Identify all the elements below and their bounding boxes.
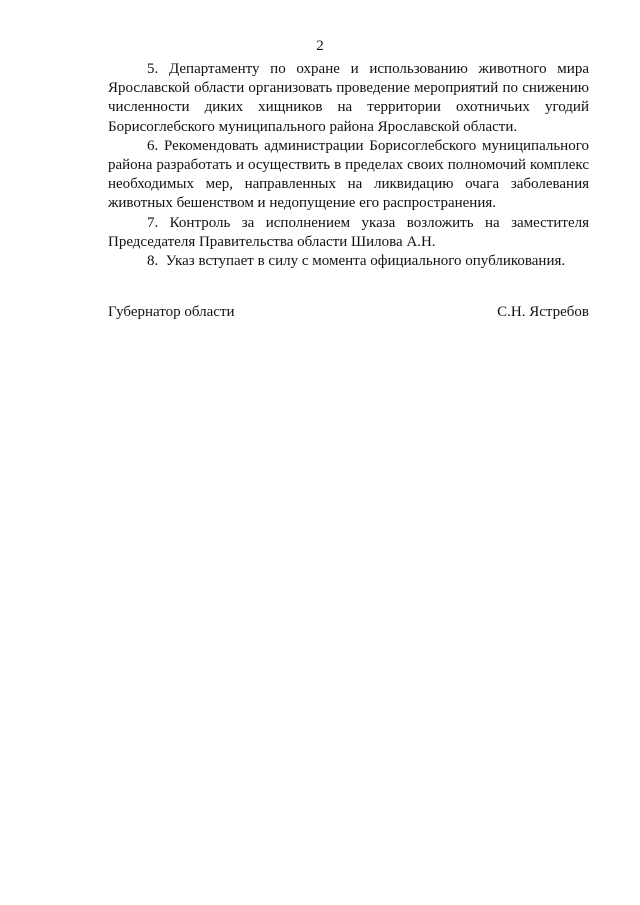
signatory-position: Губернатор области xyxy=(108,304,235,320)
paragraph-5 xyxy=(108,60,589,137)
paragraph-6-text: Рекомендовать администрации Борисоглебского муниципального района разработать и осуществить в пределах своих полномочий комплекс необходимых мер, направленных на ликвидацию очага заболевания животных бешенством и недопущение его распространения. xyxy=(108,137,589,212)
paragraph-8-number: 8. xyxy=(147,253,159,270)
document-body xyxy=(108,60,589,271)
paragraph-7-text: Контроль за исполнением указа возложить на заместителя Председателя Правительства области Шилова А.Н. xyxy=(108,214,590,250)
paragraph-6-number: 6. xyxy=(147,137,159,154)
signature-block xyxy=(108,302,589,322)
page-number: 2 xyxy=(316,38,324,54)
paragraph-7 xyxy=(108,214,589,252)
signatory-name: С.Н. Ястребов xyxy=(497,304,589,320)
paragraph-7-number: 7. xyxy=(147,214,159,231)
paragraph-5-number: 5. xyxy=(147,61,159,77)
paragraph-6 xyxy=(108,137,589,214)
paragraph-8 xyxy=(108,252,589,271)
paragraph-5-text: Департаменту по охране и использованию животного мира Ярославской области организовать проведение мероприятий по снижению численности диких хищников на территории охотничьих угодий Борисоглебского муниципального района Ярославской области. xyxy=(108,61,589,135)
paragraph-8-text: Указ вступает в силу с момента официального опубликования. xyxy=(165,253,566,270)
